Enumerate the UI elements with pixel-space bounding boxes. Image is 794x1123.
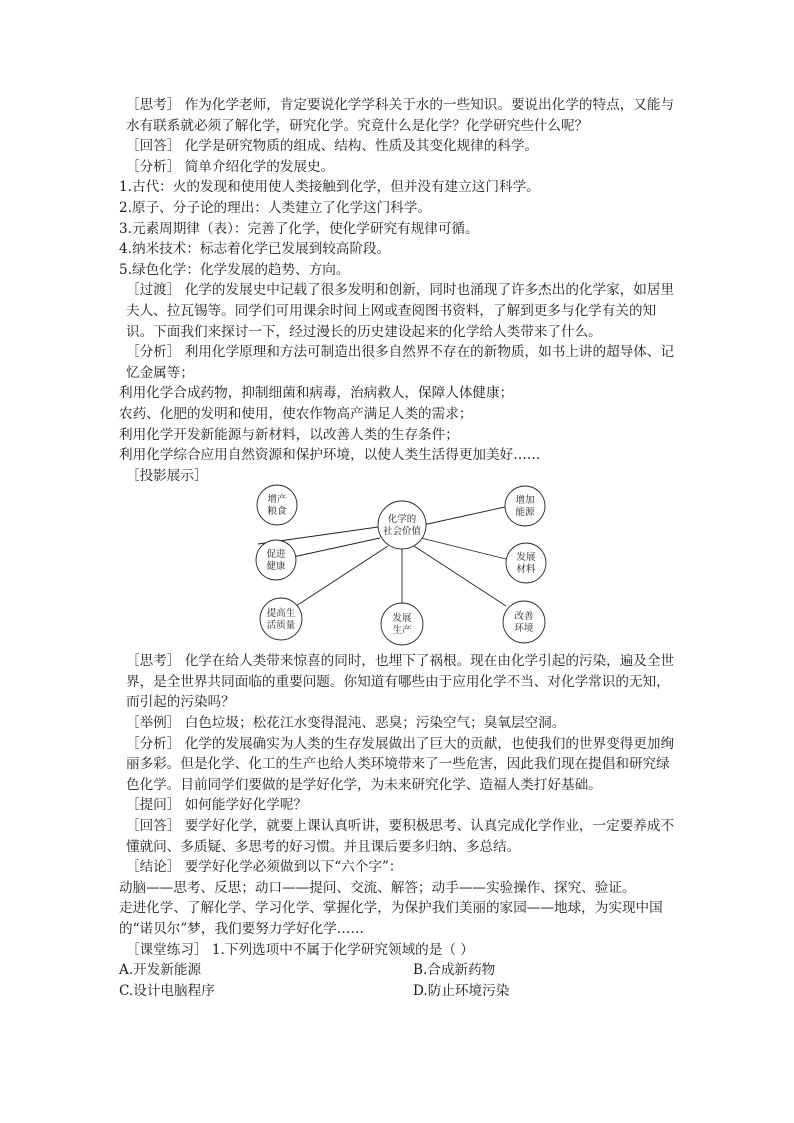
- document-body: [119, 95, 679, 1001]
- node-center: [378, 501, 426, 549]
- choice-b: B.合成新药物: [413, 962, 496, 979]
- choice-row-1: [119, 960, 679, 981]
- choice-a: A.开发新能源: [119, 962, 202, 979]
- node-fazhan-cailiao-line2: 材料: [516, 564, 536, 576]
- node-center-line1: 化学的: [387, 514, 417, 526]
- paragraph: 2.原子、分子论的理出：人类建立了化学这门科学。: [119, 199, 432, 216]
- paragraph: 5.绿色化学：化学发展的趋势、方向。: [119, 261, 350, 278]
- paragraph: 1.古代：火的发现和使用使人类接触到化学，但并没有建立这门科学。: [119, 179, 540, 196]
- social-value-diagram: [119, 486, 679, 651]
- choice-d: D.防止环境污染: [413, 982, 510, 999]
- node-gaishan-line2: 环境: [514, 623, 534, 635]
- paragraph: ［思考］ 化学在给人类带来惊喜的同时，也埋下了祸根。现在由化学引起的污染，遍及全世界，是全世界共同面临的重要问题。你知道有哪些由于应用化学不当、对化学常识的无知，而引起的污染吗？: [126, 653, 675, 711]
- paragraph: ［提问］ 如何能学好化学呢？: [126, 797, 308, 814]
- paragraph: ［回答］ 要学好化学，就要上课认真听讲，要积极思考、认真完成化学作业，一定要养成不懂就问、多质疑、多思考的好习惯。并且课后要多归纳、多总结。: [126, 818, 675, 855]
- node-zengjia: [505, 486, 545, 526]
- node-fazhan-cailiao: [506, 543, 546, 583]
- paragraph: 农药、化肥的发明和使用，使农作物高产满足人类的需求；: [119, 405, 473, 422]
- node-zengjia-line2: 能源: [515, 507, 535, 519]
- diagram-svg: [256, 488, 546, 648]
- choice-row-2: [119, 981, 679, 1002]
- node-zengchan-line2: 粮食: [267, 506, 287, 518]
- paragraph: ［结论］ 要学好化学必须做到以下“六个字”：: [126, 859, 403, 876]
- paragraph: ［回答］ 化学是研究物质的组成、结构、性质及其变化规律的科学。: [126, 138, 539, 155]
- paragraph: 利用化学开发新能源与新材料，以改善人类的生存条件；: [119, 426, 459, 443]
- node-fazhan-shengchan: [381, 603, 423, 645]
- choice-c: C.设计电脑程序: [119, 982, 215, 999]
- edge-fazhan-cailiao: [421, 538, 506, 559]
- paragraph: ［投影展示］: [126, 467, 208, 484]
- paragraph: ［分析］ 简单介绍化学的发展史。: [126, 158, 335, 175]
- edge-gaishan: [414, 546, 506, 606]
- paragraphs-section-2: [119, 651, 679, 960]
- paragraphs-section-1: [119, 95, 679, 486]
- node-zengchan-line1: 增产: [267, 494, 287, 506]
- edge-cujin: [293, 538, 380, 557]
- node-tigao-line2: 活质量: [266, 620, 296, 632]
- paragraph: 利用化学综合应用自然资源和保护环境，以使人类生活得更加美好……: [119, 447, 541, 464]
- edge-tigao: [296, 546, 388, 606]
- node-cujin-line1: 促进: [266, 549, 286, 561]
- paragraph: 3.元素周期律（表）：完善了化学，使化学研究有规律可循。: [119, 220, 479, 237]
- node-fazhan-shengchan-line1: 发展: [392, 613, 412, 625]
- paragraph: 利用化学合成药物，抑制细菌和病毒，治病救人，保障人体健康；: [119, 385, 514, 402]
- node-cujin: [256, 540, 296, 580]
- paragraph: 4.纳米技术：标志着化学已发展到较高阶段。: [119, 241, 391, 258]
- node-zengchan: [257, 485, 297, 525]
- paragraph: 走进化学、了解化学、学习化学、掌握化学，为保护我们美丽的家园——地球，为实现中国的“诺贝尔”梦，我们要努力学好化学……: [119, 900, 663, 937]
- paragraph: ［举例］ 白色垃圾；松花江水变得混沌、恶臭；污染空气；臭氧层空洞。: [126, 715, 566, 732]
- paragraph: ［课堂练习］ 1.下列选项中不属于化学研究领域的是（ ）: [126, 941, 474, 958]
- node-cujin-line2: 健康: [266, 561, 286, 573]
- node-gaishan-line1: 改善: [514, 611, 534, 623]
- paragraph: ［思考］ 作为化学老师，肯定要说化学学科关于水的一些知识。要说出化学的特点，又能与水有联系就必须了解化学，研究化学。究竟什么是化学？化学研究些什么呢？: [126, 97, 675, 134]
- paragraph: ［过渡］ 化学的发展史中记载了很多发明和创新，同时也涌现了许多杰出的化学家，如居里夫人、拉瓦锡等。同学们可用课余时间上网或查阅图书资料，了解到更多与化学有关的知识。下面我们来探讨一下，经过漫长的历史建设起来的化学给人类带来了什么。: [126, 282, 675, 340]
- paragraph: ［分析］ 利用化学原理和方法可制造出很多自然界不存在的新物质，如书上讲的超导体、记忆金属等；: [126, 344, 675, 381]
- edge-zengjia: [423, 507, 505, 525]
- node-center-line2: 社会价值: [382, 526, 422, 538]
- paragraph: 动脑——思考、反思；动口——提问、交流、解答；动手——实验操作、探究、验证。: [119, 879, 636, 896]
- paragraph: ［分析］ 化学的发展确实为人类的生存发展做出了巨大的贡献，也使我们的世界变得更加绚丽多彩。但是化学、化工的生产也给人类环境带来了一些危害，因此我们现在提倡和研究绿色化学。目前同学们要做的是学好化学，为未来研究化学、造福人类打好基础。: [126, 735, 675, 793]
- node-gaishan: [503, 601, 545, 643]
- node-tigao: [260, 598, 302, 640]
- node-zengjia-line1: 增加: [515, 495, 535, 507]
- node-fazhan-cailiao-line1: 发展: [516, 552, 536, 564]
- node-fazhan-shengchan-line2: 生产: [392, 625, 412, 637]
- node-tigao-line1: 提高生: [266, 608, 296, 620]
